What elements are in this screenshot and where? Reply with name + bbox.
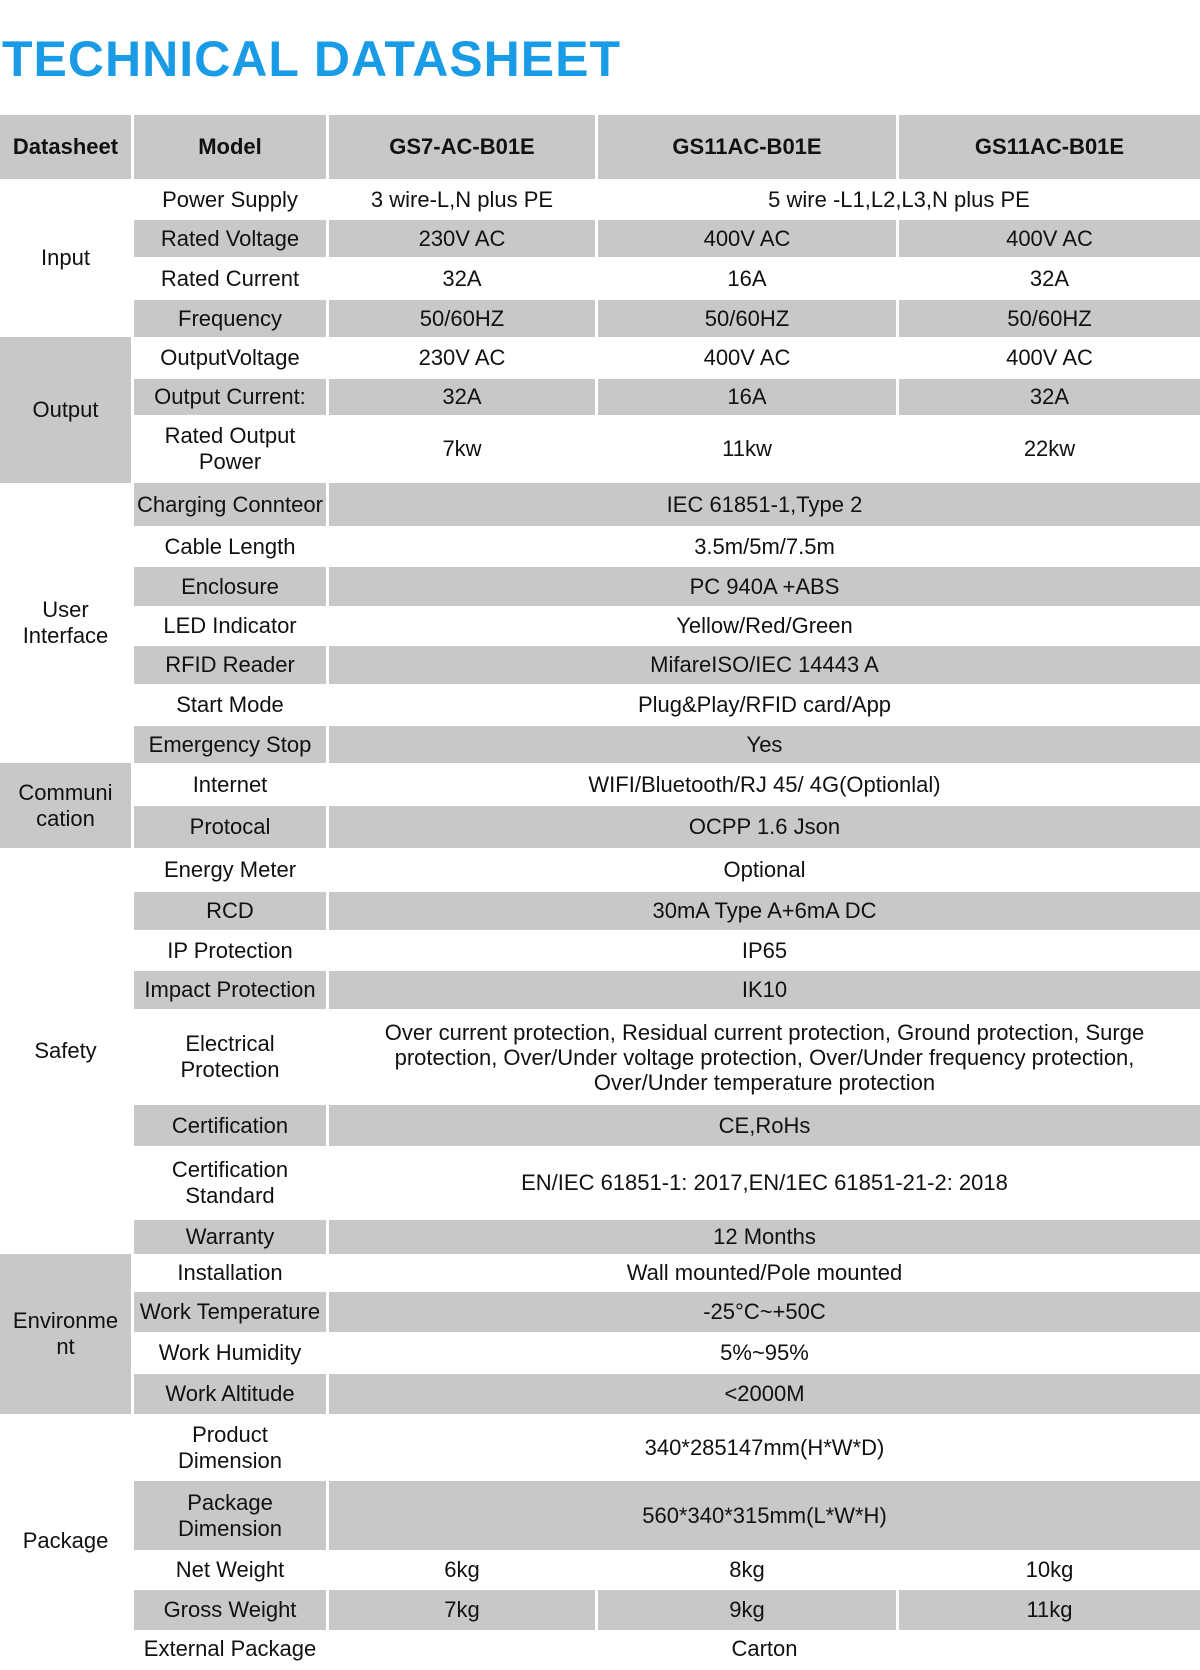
table-row bbox=[0, 1292, 1200, 1332]
table-row bbox=[0, 646, 1200, 684]
spec-value: 11kw bbox=[598, 415, 899, 483]
category-cell: Safety bbox=[0, 848, 134, 1254]
header-model-1: GS7-AC-B01E bbox=[329, 115, 598, 179]
spec-value: -25°C~+50C bbox=[329, 1292, 1200, 1332]
spec-value: 16A bbox=[598, 257, 899, 300]
table-row bbox=[0, 379, 1200, 415]
spec-value: 3.5m/5m/7.5m bbox=[694, 533, 835, 559]
category-cell: Environme nt bbox=[0, 1254, 134, 1414]
spec-value: 6kg bbox=[329, 1550, 598, 1590]
spec-value: <2000M bbox=[329, 1374, 1200, 1414]
spec-label: Cable Length bbox=[134, 526, 329, 567]
spec-value: Carton bbox=[731, 1636, 798, 1661]
category-cell: Input bbox=[0, 179, 134, 337]
spec-label: Certification Standard bbox=[134, 1146, 329, 1220]
spec-label: Net Weight bbox=[134, 1550, 329, 1590]
spec-value: 5 wire -L1,L2,L3,N plus PE bbox=[768, 186, 1030, 212]
spec-value: 32A bbox=[899, 379, 1200, 415]
spec-value: Plug&Play/RFID card/App bbox=[637, 692, 892, 717]
spec-value: 8kg bbox=[598, 1550, 899, 1590]
spec-value: 9kg bbox=[598, 1590, 899, 1630]
table-row bbox=[0, 1481, 1200, 1550]
spec-label: Protocal bbox=[134, 806, 329, 848]
spec-value: Yes bbox=[329, 726, 1200, 763]
table-row bbox=[0, 300, 1200, 337]
table-row bbox=[0, 1146, 1200, 1220]
spec-value: Optional bbox=[723, 857, 806, 882]
spec-label: Start Mode bbox=[134, 684, 329, 726]
spec-label: Rated Voltage bbox=[134, 220, 329, 257]
spec-label: IP Protection bbox=[134, 930, 329, 971]
spec-value: EN/IEC 61851-1: 2017,EN/1EC 61851-21-2: 2018 bbox=[521, 1170, 1008, 1195]
spec-value: 560*340*315mm(L*W*H) bbox=[329, 1481, 1200, 1550]
spec-value: PC 940A +ABS bbox=[329, 567, 1200, 606]
datasheet-table bbox=[0, 115, 1200, 1668]
spec-label: Output Current: bbox=[134, 379, 329, 415]
spec-label: Emergency Stop bbox=[134, 726, 329, 763]
spec-value: 30mA Type A+6mA DC bbox=[329, 892, 1200, 930]
spec-value: 3 wire-L,N plus PE bbox=[329, 179, 598, 220]
table-row bbox=[0, 1009, 1200, 1105]
spec-label: Warranty bbox=[134, 1220, 329, 1254]
table-row bbox=[0, 337, 1200, 379]
table-row bbox=[0, 179, 1200, 220]
spec-value: IK10 bbox=[329, 971, 1200, 1009]
category-cell: Communi cation bbox=[0, 763, 134, 848]
table-row bbox=[0, 892, 1200, 930]
header-row bbox=[0, 115, 1200, 179]
spec-label: Gross Weight bbox=[134, 1590, 329, 1630]
spec-value: IP65 bbox=[741, 937, 788, 963]
table-row bbox=[0, 1220, 1200, 1254]
spec-value: 7kw bbox=[329, 415, 598, 483]
table-row bbox=[0, 930, 1200, 971]
spec-label: RFID Reader bbox=[134, 646, 329, 684]
table-row bbox=[0, 1254, 1200, 1292]
header-model-2: GS11AC-B01E bbox=[598, 115, 899, 179]
spec-value: Yellow/Red/Green bbox=[676, 613, 853, 638]
table-row bbox=[0, 567, 1200, 606]
spec-label: Package Dimension bbox=[134, 1481, 329, 1550]
spec-label: Impact Protection bbox=[134, 971, 329, 1009]
table-row bbox=[0, 526, 1200, 567]
spec-label: Frequency bbox=[134, 300, 329, 337]
page-title: TECHNICAL DATASHEET bbox=[2, 31, 621, 87]
header-model-3: GS11AC-B01E bbox=[899, 115, 1200, 179]
spec-label: External Package bbox=[134, 1630, 329, 1668]
spec-value: 11kg bbox=[899, 1590, 1200, 1630]
spec-label: Enclosure bbox=[134, 567, 329, 606]
table-row bbox=[0, 848, 1200, 892]
table-row bbox=[0, 1332, 1200, 1374]
spec-label: Rated Current bbox=[134, 257, 329, 300]
table-row bbox=[0, 1630, 1200, 1668]
table-row bbox=[0, 415, 1200, 483]
spec-value: 32A bbox=[329, 257, 598, 300]
spec-value: 12 Months bbox=[329, 1220, 1200, 1254]
spec-label: Internet bbox=[134, 763, 329, 806]
spec-value: 32A bbox=[329, 379, 598, 415]
table-row bbox=[0, 1105, 1200, 1146]
spec-label: LED Indicator bbox=[134, 606, 329, 646]
spec-value: 400V AC bbox=[1006, 345, 1093, 370]
spec-label: Charging Connteor bbox=[134, 483, 329, 526]
header-datasheet: Datasheet bbox=[0, 115, 134, 179]
category-cell: Package bbox=[0, 1414, 134, 1668]
table-row bbox=[0, 1374, 1200, 1414]
spec-value: 22kw bbox=[1023, 436, 1076, 461]
spec-value: OCPP 1.6 Json bbox=[329, 806, 1200, 848]
table-row bbox=[0, 726, 1200, 763]
spec-label: Work Humidity bbox=[134, 1332, 329, 1374]
spec-value: Wall mounted/Pole mounted bbox=[626, 1260, 903, 1285]
spec-value: CE,RoHs bbox=[329, 1105, 1200, 1146]
spec-value: Over current protection, Residual current protection, Ground protection, Surge protection, Over/Under voltage protection, Over/Under frequency protection, Over/Under temperature protection bbox=[384, 1019, 1145, 1095]
spec-value: 50/60HZ bbox=[598, 300, 899, 337]
table-row bbox=[0, 763, 1200, 806]
table-row bbox=[0, 971, 1200, 1009]
spec-label: Certification bbox=[134, 1105, 329, 1146]
spec-value: 400V AC bbox=[598, 337, 899, 379]
spec-label: Electrical Protection bbox=[134, 1009, 329, 1105]
spec-value: MifareISO/IEC 14443 A bbox=[329, 646, 1200, 684]
spec-label: Energy Meter bbox=[134, 848, 329, 892]
table-row bbox=[0, 806, 1200, 848]
table-row bbox=[0, 606, 1200, 646]
table-row bbox=[0, 684, 1200, 726]
spec-value: 5%~95% bbox=[720, 1340, 809, 1365]
spec-label: Work Temperature bbox=[134, 1292, 329, 1332]
header-model: Model bbox=[134, 115, 329, 179]
table-row bbox=[0, 1550, 1200, 1590]
spec-value: 230V AC bbox=[329, 337, 598, 379]
table-row bbox=[0, 483, 1200, 526]
spec-label: Product Dimension bbox=[134, 1414, 329, 1481]
spec-label: RCD bbox=[134, 892, 329, 930]
spec-value: 50/60HZ bbox=[329, 300, 598, 337]
spec-value: 16A bbox=[598, 379, 899, 415]
category-cell: User Interface bbox=[0, 483, 134, 763]
spec-value: IEC 61851-1,Type 2 bbox=[329, 483, 1200, 526]
category-cell: Output bbox=[0, 337, 134, 483]
table-row bbox=[0, 220, 1200, 257]
spec-value: WIFI/Bluetooth/RJ 45/ 4G(Optionlal) bbox=[588, 771, 941, 797]
table-row bbox=[0, 1414, 1200, 1481]
spec-label: Work Altitude bbox=[134, 1374, 329, 1414]
table-row bbox=[0, 257, 1200, 300]
spec-value: 50/60HZ bbox=[899, 300, 1200, 337]
spec-value: 32A bbox=[1029, 265, 1070, 291]
spec-value: 340*285147mm(H*W*D) bbox=[644, 1434, 885, 1460]
spec-label: Rated Output Power bbox=[134, 415, 329, 483]
spec-value: 10kg bbox=[1025, 1557, 1074, 1582]
spec-value: 7kg bbox=[329, 1590, 598, 1630]
table-row bbox=[0, 1590, 1200, 1630]
spec-label: Installation bbox=[134, 1254, 329, 1292]
spec-value: 400V AC bbox=[598, 220, 899, 257]
spec-label: Power Supply bbox=[134, 179, 329, 220]
spec-value: 400V AC bbox=[899, 220, 1200, 257]
spec-value: 230V AC bbox=[329, 220, 598, 257]
spec-label: OutputVoltage bbox=[134, 337, 329, 379]
